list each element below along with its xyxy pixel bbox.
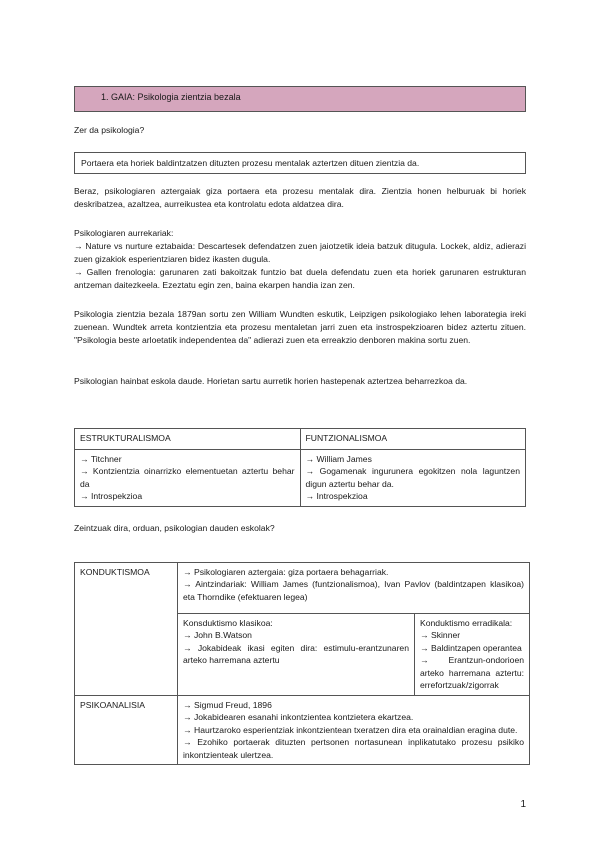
behaviorism-label: KONDUKTISMOA	[75, 563, 178, 696]
antecedents-block	[74, 227, 526, 291]
question-schools: Zeintzuak dira, orduan, psikologian dauden eskolak?	[74, 523, 275, 533]
list-item: → Gogamenak ingurunera egokitzen nola laguntzen digun aztertu behar da.	[305, 466, 520, 489]
antecedent-nature-nurture: → Nature vs nurture eztabaida: Descartesek defendatzen zuen jaiotzetik ideia batzuk ditugula. Lockek, aldiz, adierazi zuen gizakiok esperientziaren bidez ikasten dugula.	[74, 240, 526, 264]
list-item: → Baldintzapen operantea	[420, 642, 522, 653]
table-row	[75, 429, 526, 450]
paragraph-wundt: Psikologia zientzia bezala 1879an sortu zen William Wundten eskutik, Leipzigen psikologiako lehen laborategia ireki zuenean. Wundtek arreta kontzientzia eta prozesu mentaletan jarri zuen eta instrospekzioaren bidez aztertu zituen. "Psikologia beste arloetatik independentea da" adierazi zuen eta erreakzio denboren makina sortu zuen.	[74, 309, 526, 345]
list-item: → Haurtzaroko esperientziak inkontzientean txeratzen dira eta orainaldian eragina dute.	[183, 724, 518, 735]
list-item: Konduktismo erradikala:	[420, 618, 513, 628]
functionalism-cell	[300, 450, 526, 507]
list-item: Konsduktismo klasikoa:	[183, 618, 273, 628]
section-title: 1. GAIA: Psikologia zientzia bezala	[101, 92, 241, 102]
list-item: → Erantzun-ondorioen arteko harremana aztertu: errefortzuak/zigorrak	[420, 655, 524, 691]
schools-origin-table	[74, 428, 526, 507]
definition-text: Portaera eta horiek baldintzatzen dituzten prozesu mentalak aztertzen dituen zientzia da.	[81, 158, 420, 168]
antecedents-title: Psikologiaren aurrekariak:	[74, 228, 174, 238]
page-number: 1	[520, 799, 526, 810]
list-item: → Ezohiko portaerak dituzten pertsonen nortasunean inplikatutako prozesu psikiko inkontzienteak ulertzea.	[183, 737, 524, 760]
classical-behaviorism-cell	[178, 614, 415, 696]
list-item: → Titchner	[80, 454, 122, 464]
psychoanalysis-cell	[178, 695, 530, 764]
table-row	[75, 450, 526, 507]
list-item: → John B.Watson	[183, 630, 252, 641]
list-item: → William James	[305, 454, 372, 464]
list-item: → Psikologiaren aztergaia: giza portaera behagarriak.	[183, 567, 389, 577]
antecedent-phrenology: → Gallen frenologia: garunaren zati bakoitzak funtzio bat duela defendatu zuen eta horiek garunaren estrukturan antzeman daitezkeela. Ezeztatu egin zen, baina ekarpen handia izan zen.	[74, 266, 526, 290]
list-item: → Skinner	[420, 630, 461, 641]
schools-table	[74, 562, 530, 765]
radical-behaviorism-cell	[415, 614, 530, 696]
list-item: → Jokabidearen esanahi inkontzientea kontzietera ekartzea.	[183, 712, 414, 723]
structuralism-header: ESTRUKTURALISMOA	[75, 429, 301, 450]
list-item: → Sigmud Freud, 1896	[183, 699, 272, 710]
paragraph-schools-intro: Psikologian hainbat eskola daude. Horietan sartu aurretik horien hastepenak aztertzea beharrezkoa da.	[74, 376, 468, 386]
list-item: → Aintzindariak: William James (funtzionalismoa), Ivan Pavlov (baldintzapen klasikoa) eta Thorndike (efektuaren legea)	[183, 579, 524, 602]
question-heading: Zer da psikologia?	[74, 125, 145, 135]
section-header	[74, 86, 526, 112]
list-item: → Jokabideak ikasi egiten dira: estimulu-erantzunaren arteko harremana aztertu	[183, 642, 409, 666]
psychoanalysis-label: PSIKOANALISIA	[75, 695, 178, 764]
list-item: → Introspekzioa	[305, 491, 368, 502]
list-item: → Kontzientzia oinarrizko elementuetan aztertu behar da	[80, 466, 295, 489]
paragraph-aims: Beraz, psikologiaren aztergaiak giza portaera eta prozesu mentalak dira. Zientzia honen helburuak bi horiek deskribatzea, azaltzea, aurreikustea eta kontrolatu edota aldatzea dira.	[74, 186, 526, 209]
table-row	[75, 695, 530, 764]
table-row	[75, 563, 530, 614]
list-item: → Introspekzioa	[80, 491, 143, 502]
functionalism-header: FUNTZIONALISMOA	[300, 429, 526, 450]
definition-box	[74, 152, 526, 174]
behaviorism-summary	[178, 563, 530, 614]
structuralism-cell	[75, 450, 301, 507]
